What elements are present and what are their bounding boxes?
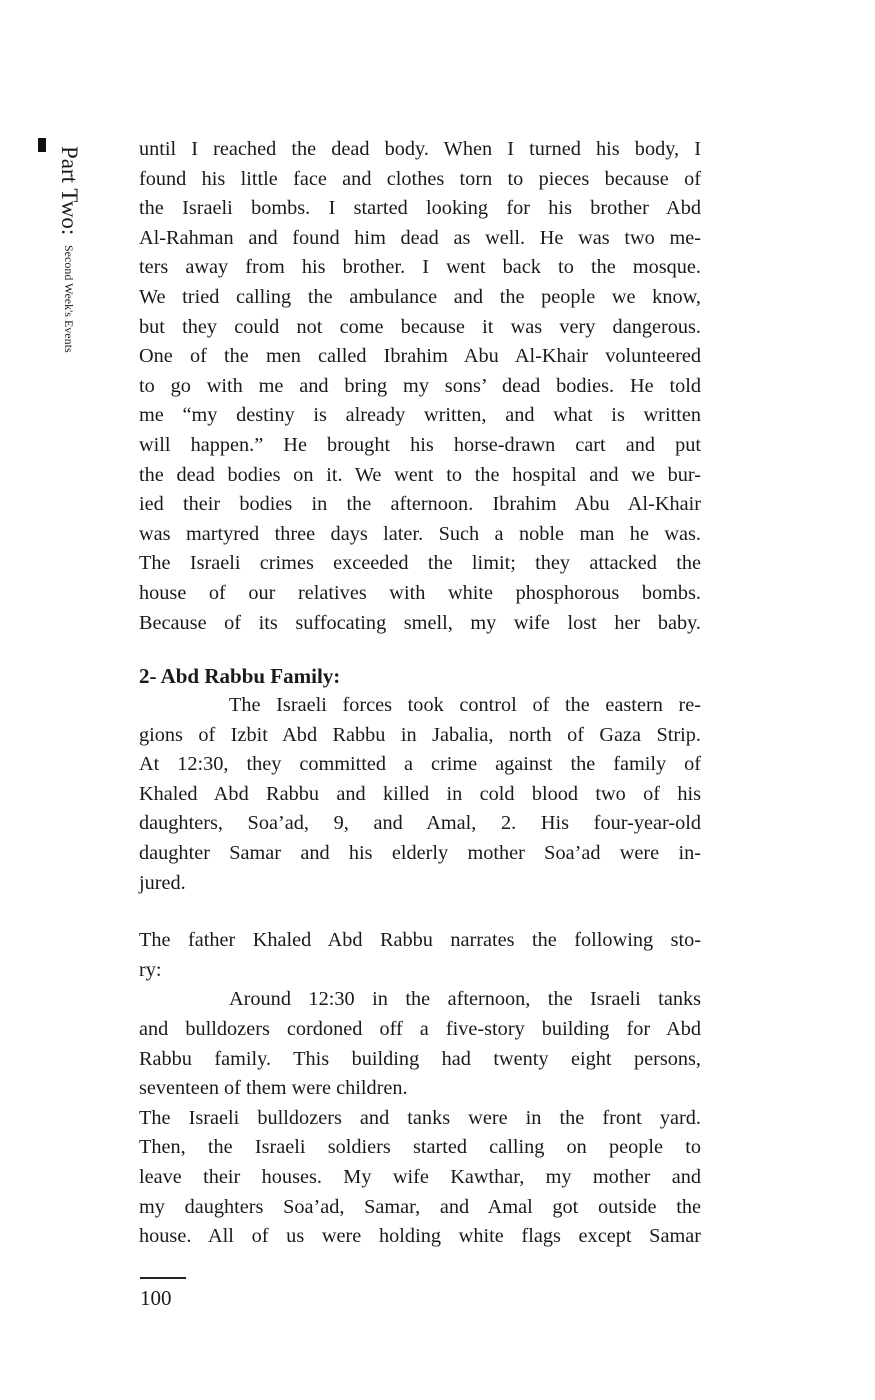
text-line: found his little face and clothes torn to pieces because of: [139, 167, 701, 190]
text-line: but they could not come because it was very dangerous.: [139, 315, 701, 338]
paragraph-3: [139, 926, 701, 985]
text-line: The Israeli crimes exceeded the limit; they attacked the: [139, 552, 701, 575]
text-line: Al-Rahman and found him dead as well. He was two me-: [139, 226, 701, 249]
text-line: Then, the Israeli soldiers started calling on people to: [139, 1136, 701, 1159]
text-line: jured.: [139, 871, 186, 894]
paragraph-4: [139, 985, 701, 1103]
text-line: daughter Samar and his elderly mother Soa’ad were in-: [139, 842, 701, 865]
text-line: Because of its suffocating smell, my wife lost her baby.: [139, 611, 701, 634]
text-line: Rabbu family. This building had twenty eight persons,: [139, 1047, 701, 1070]
text-line: ied their bodies in the afternoon. Ibrahim Abu Al-Khair: [139, 493, 701, 516]
text-line: daughters, Soa’ad, 9, and Amal, 2. His four-year-old: [139, 812, 701, 835]
text-line: One of the men called Ibrahim Abu Al-Khair volunteered: [139, 345, 701, 368]
text-line: ry:: [139, 958, 162, 981]
text-line: leave their houses. My wife Kawthar, my mother and: [139, 1166, 701, 1188]
text-line: will happen.” He brought his horse-drawn cart and put: [139, 433, 701, 456]
page-number: 100: [140, 1286, 172, 1310]
running-head-part: Part Two:: [57, 146, 82, 236]
text-line: seventeen of them were children.: [139, 1077, 408, 1100]
running-head-subtitle: Second Week's Events: [62, 245, 76, 353]
text-line: The father Khaled Abd Rabbu narrates the following sto-: [139, 929, 701, 952]
text-line: ters away from his brother. I went back to the mosque.: [139, 256, 701, 279]
text-line: The Israeli forces took control of the eastern re-: [229, 694, 701, 717]
page-number-rule: [140, 1277, 186, 1279]
text-line: We tried calling the ambulance and the people we know,: [139, 285, 701, 308]
text-line: The Israeli bulldozers and tanks were in the front yard.: [139, 1106, 701, 1129]
text-line: gions of Izbit Abd Rabbu in Jabalia, north of Gaza Strip.: [139, 723, 701, 746]
text-line: was martyred three days later. Such a noble man he was.: [139, 522, 701, 545]
text-line: my daughters Soa’ad, Samar, and Amal got outside the: [139, 1195, 701, 1218]
section-heading: 2- Abd Rabbu Family:: [139, 664, 341, 689]
text-line: to go with me and bring my sons’ dead bodies. He told: [139, 374, 701, 397]
section-tab-marker: [38, 138, 46, 152]
text-line: house. All of us were holding white flags except Samar: [139, 1225, 701, 1248]
paragraph-1: [139, 135, 701, 638]
text-line: the Israeli bombs. I started looking for his brother Abd: [139, 197, 701, 220]
text-line: me “my destiny is already written, and what is written: [139, 404, 701, 427]
text-line: Around 12:30 in the afternoon, the Israeli tanks: [229, 988, 701, 1011]
text-line: and bulldozers cordoned off a five-story building for Abd: [139, 1018, 701, 1041]
page-body: [139, 135, 701, 1252]
text-line: the dead bodies on it. We went to the hospital and we bur-: [139, 463, 701, 486]
running-head: [56, 146, 82, 353]
text-line: Khaled Abd Rabbu and killed in cold blood two of his: [139, 782, 701, 805]
text-line: until I reached the dead body. When I turned his body, I: [139, 138, 701, 160]
paragraph-5: [139, 1104, 701, 1252]
text-line: house of our relatives with white phosphorous bombs.: [139, 581, 701, 604]
text-line: At 12:30, they committed a crime against the family of: [139, 753, 701, 776]
paragraph-2: [139, 691, 701, 898]
paragraph-gap: [139, 898, 701, 926]
